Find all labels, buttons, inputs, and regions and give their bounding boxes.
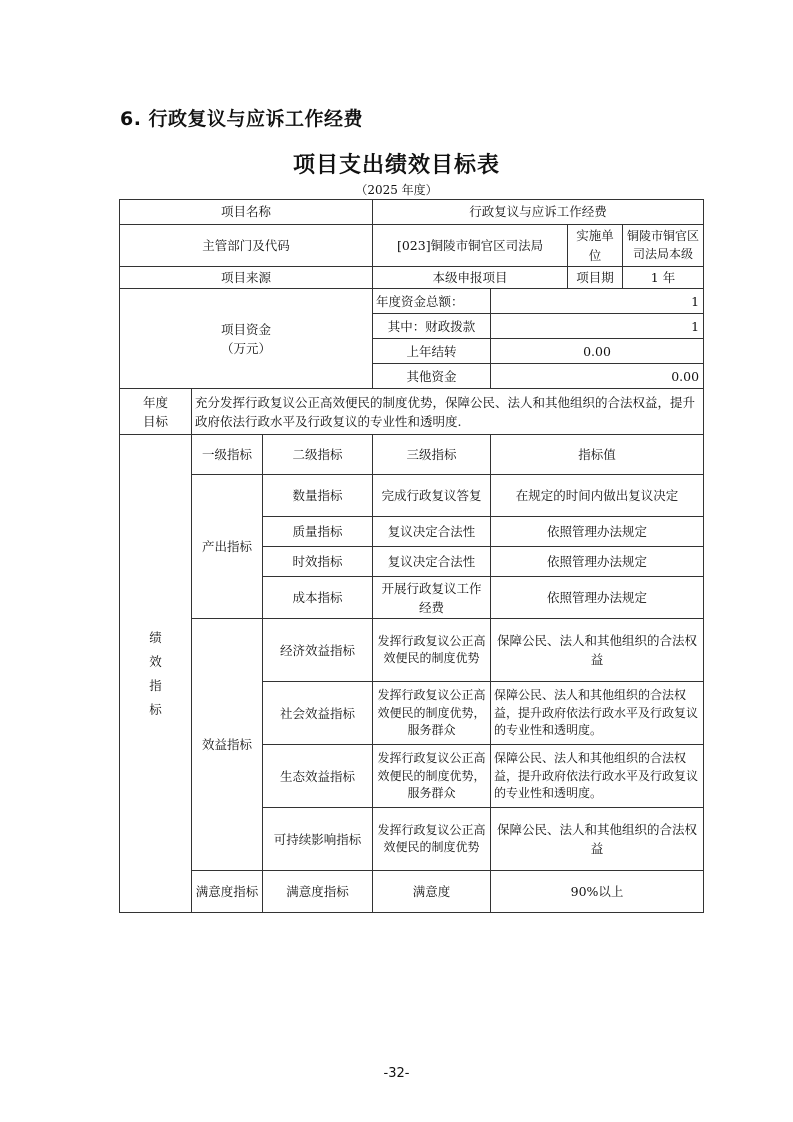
project-name-row <box>120 200 704 225</box>
funds-fiscal-label: 其中：财政拨款 <box>373 314 491 339</box>
implementing-unit-label: 实施单位 <box>568 225 623 267</box>
output-l2-timeliness: 时效指标 <box>263 547 373 577</box>
header-indicator-value: 指标值 <box>491 435 704 475</box>
benefit-l3-economic: 发挥行政复议公正高效便民的制度优势 <box>373 619 491 682</box>
project-source-value: 本级申报项目 <box>373 267 568 289</box>
header-level1: 一级指标 <box>192 435 263 475</box>
page-number: -32- <box>383 1066 410 1081</box>
funds-total-value: 1 <box>491 289 704 314</box>
benefit-value-economic: 保障公民、法人和其他组织的合法权益 <box>491 619 704 682</box>
implementing-unit-value: 铜陵市铜官区司法局本级 <box>623 225 704 267</box>
header-level2: 二级指标 <box>263 435 373 475</box>
benefit-value-sustainable: 保障公民、法人和其他组织的合法权益 <box>491 808 704 871</box>
annual-goal-text: 充分发挥行政复议公正高效便民的制度优势，保障公民、法人和其他组织的合法权益，提升政府依法行政水平及行政复议的专业性和透明度. <box>192 389 704 435</box>
output-l3-timeliness: 复议决定合法性 <box>373 547 491 577</box>
project-period-value: 1 年 <box>623 267 704 289</box>
benefit-l2-economic: 经济效益指标 <box>263 619 373 682</box>
benefit-l3-social: 发挥行政复议公正高效便民的制度优势，服务群众 <box>373 682 491 745</box>
output-value-quantity: 在规定的时间内做出复议决定 <box>491 475 704 517</box>
output-l3-quantity: 完成行政复议答复 <box>373 475 491 517</box>
annual-goal-label-line2: 目标 <box>142 413 168 429</box>
project-source-row <box>120 267 704 289</box>
benefit-l2-social: 社会效益指标 <box>263 682 373 745</box>
output-l2-quantity: 数量指标 <box>263 475 373 517</box>
project-funds-label-line1: 项目资金 <box>221 321 272 337</box>
benefit-indicators-label: 效益指标 <box>192 619 263 871</box>
performance-indicators-text: 绩效指标 <box>149 630 162 717</box>
benefit-l3-ecological: 发挥行政复议公正高效便民的制度优势，服务群众 <box>373 745 491 808</box>
funds-carryover-value: 0.00 <box>491 339 704 364</box>
satisfaction-value: 90%以上 <box>491 871 704 913</box>
project-funds-label-line2: （万元） <box>221 340 272 356</box>
funds-fiscal-value: 1 <box>491 314 704 339</box>
department-label: 主管部门及代码 <box>120 225 373 267</box>
funds-carryover-label: 上年结转 <box>373 339 491 364</box>
satisfaction-indicators-label: 满意度指标 <box>192 871 263 913</box>
benefit-l2-ecological: 生态效益指标 <box>263 745 373 808</box>
benefit-row-economic <box>120 619 704 682</box>
project-name-label: 项目名称 <box>120 200 373 225</box>
department-value: [023]铜陵市铜官区司法局 <box>373 225 568 267</box>
output-l2-cost: 成本指标 <box>263 577 373 619</box>
output-row-quantity <box>120 475 704 517</box>
benefit-value-social: 保障公民、法人和其他组织的合法权益，提升政府依法行政水平及行政复议的专业性和透明度。 <box>491 682 704 745</box>
benefit-l3-sustainable: 发挥行政复议公正高效便民的制度优势 <box>373 808 491 871</box>
header-level3: 三级指标 <box>373 435 491 475</box>
project-funds-label <box>120 289 373 389</box>
performance-indicators-label <box>120 435 192 913</box>
output-value-cost: 依照管理办法规定 <box>491 577 704 619</box>
output-value-timeliness: 依照管理办法规定 <box>491 547 704 577</box>
year-note: （2025 年度） <box>355 183 438 197</box>
output-value-quality: 依照管理办法规定 <box>491 517 704 547</box>
benefit-l2-sustainable: 可持续影响指标 <box>263 808 373 871</box>
satisfaction-l3: 满意度 <box>373 871 491 913</box>
page-title: 项目支出绩效目标表 <box>292 153 500 178</box>
funds-other-label: 其他资金 <box>373 364 491 389</box>
output-l3-quality: 复议决定合法性 <box>373 517 491 547</box>
indicator-header-row <box>120 435 704 475</box>
performance-target-table <box>119 199 704 913</box>
project-name-value: 行政复议与应诉工作经费 <box>373 200 704 225</box>
satisfaction-l2: 满意度指标 <box>263 871 373 913</box>
annual-goal-label-line1: 年度 <box>142 394 168 410</box>
benefit-value-ecological: 保障公民、法人和其他组织的合法权益，提升政府依法行政水平及行政复议的专业性和透明度。 <box>491 745 704 808</box>
annual-goal-row <box>120 389 704 435</box>
section-heading: 6. 行政复议与应诉工作经费 <box>120 108 364 130</box>
funds-total-row <box>120 289 704 314</box>
annual-goal-label <box>120 389 192 435</box>
output-indicators-label: 产出指标 <box>192 475 263 619</box>
funds-other-value: 0.00 <box>491 364 704 389</box>
satisfaction-row <box>120 871 704 913</box>
project-period-label: 项目期 <box>568 267 623 289</box>
department-row <box>120 225 704 267</box>
funds-total-label: 年度资金总额： <box>373 289 491 314</box>
output-l2-quality: 质量指标 <box>263 517 373 547</box>
output-l3-cost: 开展行政复议工作经费 <box>373 577 491 619</box>
project-source-label: 项目来源 <box>120 267 373 289</box>
